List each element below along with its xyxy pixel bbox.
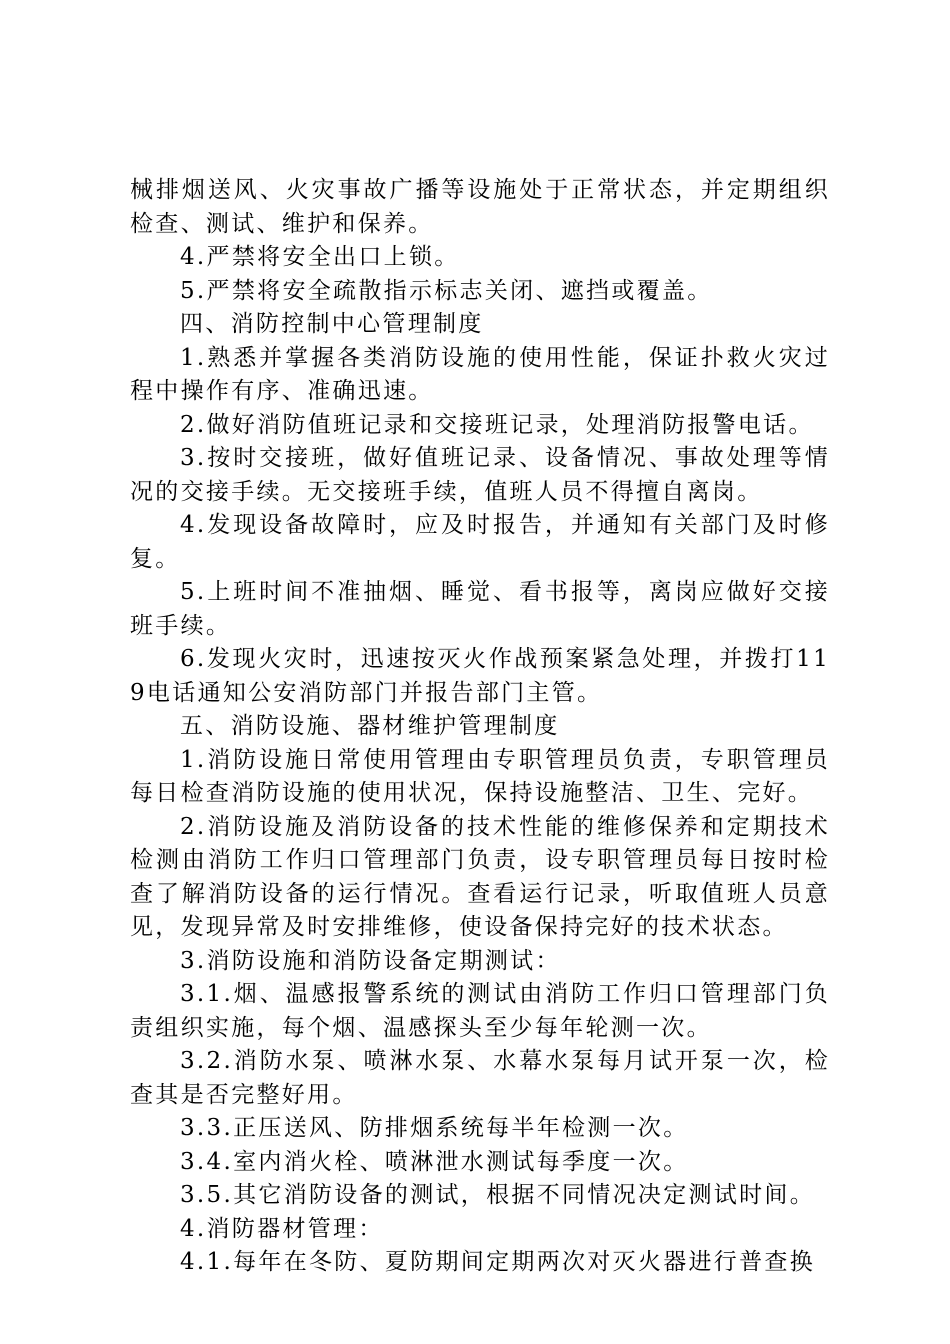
paragraph: 2.消防设施及消防设备的技术性能的维修保养和定期技术检测由消防工作归口管理部门负责，设专职管理员每日按时检查了解消防设备的运行情况。查看运行记录，听取值班人员意见，发现异常及时安排维修，使设备保持完好的技术状态。	[130, 813, 830, 940]
paragraph: 3.消防设施和消防设备定期测试：	[180, 947, 561, 974]
paragraph: 4.发现设备故障时，应及时报告，并通知有关部门及时修复。	[130, 512, 830, 572]
paragraph: 3.5.其它消防设备的测试，根据不同情况决定测试时间。	[180, 1182, 815, 1208]
paragraph: 3.3.正压送风、防排烟系统每半年检测一次。	[180, 1115, 689, 1141]
paragraph: 5.严禁将安全疏散指示标志关闭、遮挡或覆盖。	[180, 277, 713, 304]
paragraph: 3.1.烟、温感报警系统的测试由消防工作归口管理部门负责组织实施，每个烟、温感探头至少每年轮测一次。	[130, 981, 830, 1041]
paragraph: 4.消防器材管理：	[180, 1215, 384, 1242]
paragraph: 4.1.每年在冬防、夏防期间定期两次对灭火器进行普查换	[180, 1249, 815, 1275]
paragraph: 3.2.消防水泵、喷淋水泵、水幕水泵每月试开泵一次，检查其是否完整好用。	[130, 1048, 830, 1108]
paragraph: 2.做好消防值班记录和交接班记录，处理消防报警电话。	[180, 411, 814, 438]
paragraph: 6.发现火灾时，迅速按灭火作战预案紧急处理，并拨打119电话通知公安消防部门并报告部门主管。	[130, 646, 830, 706]
section-heading: 五、消防设施、器材维护管理制度	[180, 713, 560, 739]
section-heading: 四、消防控制中心管理制度	[180, 311, 484, 337]
paragraph: 1.熟悉并掌握各类消防设施的使用性能，保证扑救火灾过程中操作有序、准确迅速。	[130, 344, 830, 404]
paragraph: 5.上班时间不准抽烟、睡觉、看书报等，离岗应做好交接班手续。	[130, 579, 830, 639]
paragraph: 4.严禁将安全出口上锁。	[180, 244, 460, 270]
document-body	[130, 174, 830, 1280]
paragraph: 械排烟送风、火灾事故广播等设施处于正常状态，并定期组织检查、测试、维护和保养。	[130, 177, 830, 237]
paragraph: 3.按时交接班，做好值班记录、设备情况、事故处理等情况的交接手续。无交接班手续，值班人员不得擅自离岗。	[130, 445, 830, 505]
paragraph: 1.消防设施日常使用管理由专职管理员负责，专职管理员每日检查消防设施的使用状况，保持设施整洁、卫生、完好。	[130, 746, 830, 806]
paragraph: 3.4.室内消火栓、喷淋泄水测试每季度一次。	[180, 1148, 689, 1175]
